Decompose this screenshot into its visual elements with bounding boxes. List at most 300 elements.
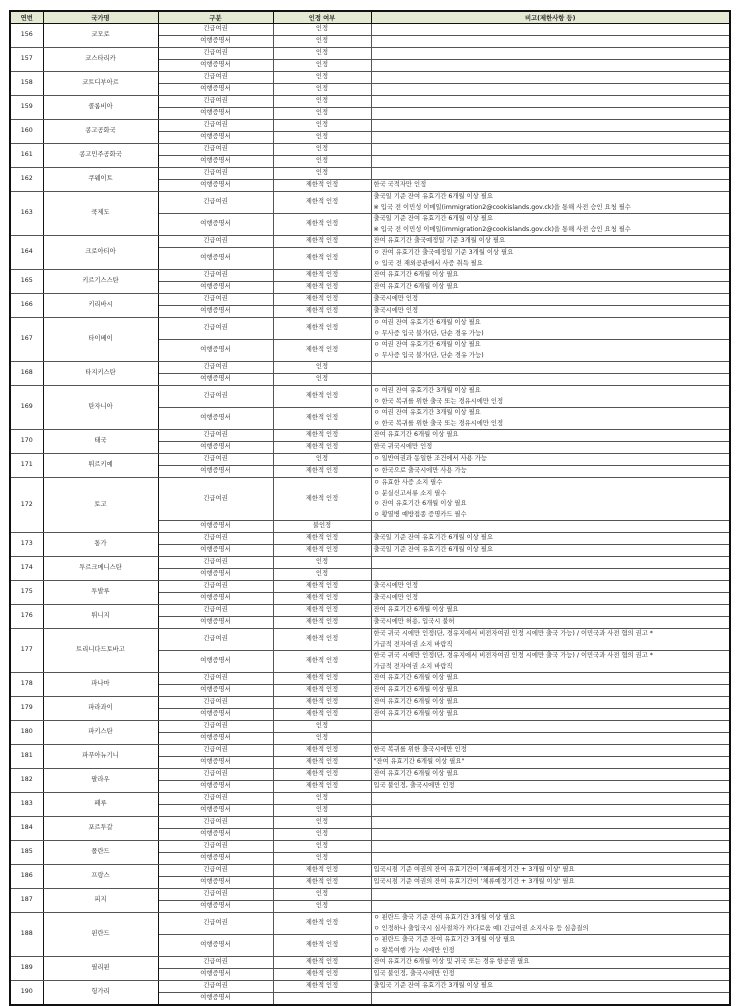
note-line: 출국시에만 인정	[373, 307, 419, 315]
document-type: 여행증명서	[158, 466, 273, 478]
document-type: 긴급여권	[158, 697, 273, 709]
note-cell	[371, 593, 730, 605]
note-cell	[371, 144, 730, 156]
note-cell	[371, 180, 730, 192]
row-number: 169	[10, 386, 43, 430]
recognition-status: 인정	[273, 108, 371, 120]
note-line: ㅇ 왕복여행 가능 시에만 인정	[373, 946, 455, 954]
country-name: 투르크메니스탄	[43, 557, 158, 581]
table-row	[10, 72, 730, 84]
note-line: 잔여 유효기간 6개월 이상 필요	[373, 271, 459, 279]
document-type: 긴급여권	[158, 192, 273, 214]
table-row	[10, 48, 730, 60]
note-cell	[371, 829, 730, 841]
recognition-status: 불인정	[273, 521, 371, 533]
row-number: 172	[10, 478, 43, 533]
table-row	[10, 673, 730, 685]
note-line: ㅇ 인정하나 출입국시 심사절차가 까다로움 예) 긴급여권 소지사유 등 심층질의	[373, 924, 589, 932]
document-type: 여행증명서	[158, 733, 273, 745]
emergency-passport-recognition-table	[9, 10, 731, 1006]
recognition-status: 제한적 인정	[273, 442, 371, 454]
document-type: 긴급여권	[158, 605, 273, 617]
table-row	[10, 557, 730, 569]
document-type: 여행증명서	[158, 521, 273, 533]
recognition-status: 제한적 인정	[273, 545, 371, 557]
recognition-status: 인정	[273, 374, 371, 386]
recognition-status: 제한적 인정	[273, 745, 371, 757]
country-name: 키리바시	[43, 294, 158, 318]
table-row	[10, 889, 730, 901]
recognition-status: 제한적 인정	[273, 865, 371, 877]
note-cell	[371, 533, 730, 545]
recognition-status: 제한적 인정	[273, 192, 371, 214]
note-cell	[371, 841, 730, 853]
row-number: 185	[10, 841, 43, 865]
note-line: ㅇ 핀란드 출국 기준 잔여 유효기간 3개월 이상 필요	[373, 914, 516, 921]
document-type: 긴급여권	[158, 673, 273, 685]
document-type: 긴급여권	[158, 478, 273, 521]
country-name: 코모로	[43, 24, 158, 48]
note-line: ※ 입국 전 이민성 이메일(immigration2@cookislands.gov.ck)을 통해 사전 승인 요청 필수	[373, 203, 631, 211]
table-row	[10, 629, 730, 651]
recognition-status: 제한적 인정	[273, 981, 371, 993]
document-type: 긴급여권	[158, 318, 273, 340]
document-type: 여행증명서	[158, 442, 273, 454]
note-cell	[371, 877, 730, 889]
note-line: ㅇ 여권 잔여 유효기간 3개월 이상 필요	[373, 387, 481, 394]
note-cell	[371, 454, 730, 466]
row-number: 162	[10, 168, 43, 192]
note-line: 입국시점 기준 여권의 잔여 유효기간이 '체류예정기간 + 3개월 이상' 필요	[373, 878, 575, 886]
recognition-status: 인정	[273, 889, 371, 901]
note-cell	[371, 306, 730, 318]
table-row	[10, 957, 730, 969]
table-row	[10, 605, 730, 617]
document-type: 여행증명서	[158, 877, 273, 889]
note-line: ㅇ 여권 잔여 유효기간 6개월 이상 필요	[373, 319, 481, 326]
document-type: 긴급여권	[158, 270, 273, 282]
note-cell	[371, 248, 730, 270]
document-type: 긴급여권	[158, 294, 273, 306]
note-cell	[371, 581, 730, 593]
note-cell	[371, 386, 730, 408]
document-type: 여행증명서	[158, 180, 273, 192]
note-cell	[371, 36, 730, 48]
note-cell	[371, 214, 730, 236]
document-type: 긴급여권	[158, 581, 273, 593]
note-cell	[371, 557, 730, 569]
table-row	[10, 478, 730, 521]
row-number: 170	[10, 430, 43, 454]
document-type: 여행증명서	[158, 36, 273, 48]
note-cell	[371, 889, 730, 901]
recognition-status: 인정	[273, 84, 371, 96]
note-line: 잔여 유효기간 6개월 이상 필요	[373, 710, 459, 718]
note-cell	[371, 969, 730, 981]
document-type: 여행증명서	[158, 969, 273, 981]
recognition-status: 인정	[273, 829, 371, 841]
recognition-status: 제한적 인정	[273, 318, 371, 340]
document-type: 긴급여권	[158, 913, 273, 935]
country-name: 필리핀	[43, 957, 158, 981]
recognition-status: 인정	[273, 48, 371, 60]
recognition-status: 인정	[273, 721, 371, 733]
recognition-status: 제한적 인정	[273, 935, 371, 957]
table-row	[10, 120, 730, 132]
note-line: ㅇ 유효한 사증 소지 필수	[373, 479, 443, 486]
note-cell	[371, 733, 730, 745]
recognition-status: 인정	[273, 144, 371, 156]
table-row	[10, 386, 730, 408]
recognition-status: 제한적 인정	[273, 757, 371, 769]
recognition-status: 제한적 인정	[273, 236, 371, 248]
table-row	[10, 841, 730, 853]
document-type: 긴급여권	[158, 96, 273, 108]
document-type: 긴급여권	[158, 889, 273, 901]
row-number: 157	[10, 48, 43, 72]
country-name: 튀르키예	[43, 454, 158, 478]
document-type: 긴급여권	[158, 721, 273, 733]
country-name: 통가	[43, 533, 158, 557]
recognition-status: 인정	[273, 817, 371, 829]
note-cell	[371, 769, 730, 781]
note-line: 잔여 유효기간 6개월 이상 필요	[373, 698, 459, 706]
note-line: ㅇ 분실신고서류 소지 필수	[373, 489, 447, 497]
table-row	[10, 697, 730, 709]
row-number: 175	[10, 581, 43, 605]
recognition-status: 인정	[273, 362, 371, 374]
recognition-status: 제한적 인정	[273, 617, 371, 629]
note-cell	[371, 521, 730, 533]
note-cell	[371, 781, 730, 793]
recognition-status: 인정	[273, 132, 371, 144]
recognition-status: 제한적 인정	[273, 306, 371, 318]
note-cell	[371, 913, 730, 935]
note-cell	[371, 96, 730, 108]
note-cell	[371, 84, 730, 96]
row-number: 158	[10, 72, 43, 96]
note-line: 출국시에만 허용, 입국시 불허	[373, 618, 455, 626]
country-name: 파키스탄	[43, 721, 158, 745]
note-cell	[371, 72, 730, 84]
note-cell	[371, 466, 730, 478]
recognition-status: 제한적 인정	[273, 769, 371, 781]
table-row	[10, 745, 730, 757]
row-number: 159	[10, 96, 43, 120]
row-number: 186	[10, 865, 43, 889]
recognition-status: 제한적 인정	[273, 957, 371, 969]
note-cell	[371, 156, 730, 168]
recognition-status: 제한적 인정	[273, 673, 371, 685]
row-number: 181	[10, 745, 43, 769]
note-cell	[371, 48, 730, 60]
document-type: 여행증명서	[158, 935, 273, 957]
document-type: 여행증명서	[158, 408, 273, 430]
note-line: 잔여 유효기간 6개월 이상 및 귀국 또는 경유 항공권 필요	[373, 958, 530, 966]
note-line: ㅇ 황열병 예방접종 증명카드 필수	[373, 510, 467, 518]
country-name: 포르투갈	[43, 817, 158, 841]
recognition-status: 제한적 인정	[273, 581, 371, 593]
note-cell	[371, 721, 730, 733]
recognition-status: 제한적 인정	[273, 408, 371, 430]
row-number: 173	[10, 533, 43, 557]
country-name: 크로아티아	[43, 236, 158, 270]
document-type: 긴급여권	[158, 957, 273, 969]
table-row	[10, 24, 730, 36]
document-type: 여행증명서	[158, 108, 273, 120]
country-name: 페루	[43, 793, 158, 817]
note-line: 잔여 유효기간 6개월 이상 필요	[373, 283, 459, 291]
recognition-status: 인정	[273, 454, 371, 466]
country-name: 콩고공화국	[43, 120, 158, 144]
document-type: 여행증명서	[158, 248, 273, 270]
note-cell	[371, 935, 730, 957]
row-number: 190	[10, 981, 43, 1006]
header-no: 연번	[10, 11, 43, 24]
country-name: 토고	[43, 478, 158, 533]
note-cell	[371, 294, 730, 306]
note-cell	[371, 745, 730, 757]
recognition-status: 인정	[273, 96, 371, 108]
note-cell	[371, 132, 730, 144]
document-type: 긴급여권	[158, 236, 273, 248]
document-type: 긴급여권	[158, 24, 273, 36]
note-cell	[371, 318, 730, 340]
recognition-status: 제한적 인정	[273, 430, 371, 442]
note-cell	[371, 709, 730, 721]
note-line: 가급적 전자여권 소지 바람직	[373, 640, 453, 648]
document-type: 긴급여권	[158, 793, 273, 805]
recognition-status: 제한적 인정	[273, 248, 371, 270]
note-line: 출국일 기준 잔여 유효기간 6개월 이상 필요	[373, 546, 493, 554]
note-line: 잔여 유효기간 출국예정일 기준 3개월 이상 필요	[373, 237, 506, 245]
recognition-status: 제한적 인정	[273, 180, 371, 192]
recognition-status: 인정	[273, 72, 371, 84]
recognition-status: 제한적 인정	[273, 214, 371, 236]
country-name: 파라과이	[43, 697, 158, 721]
note-cell	[371, 168, 730, 180]
row-number: 161	[10, 144, 43, 168]
table-row	[10, 294, 730, 306]
note-line: 한국 귀국 시에만 인정(단, 경유지에서 비전자여권 인정 시에만 출국 가능) / 이민국과 사전 협의 권고 *	[373, 630, 653, 637]
note-line: ㅇ 한국 복귀를 위한 출국 또는 경유시에만 인정	[373, 419, 504, 427]
recognition-status: 제한적 인정	[273, 697, 371, 709]
country-name: 트리니다드토바고	[43, 629, 158, 673]
table-row	[10, 270, 730, 282]
note-line: 출입국 기준 잔여 유효기간 3개월 이상 필요	[373, 982, 493, 990]
document-type: 긴급여권	[158, 72, 273, 84]
note-cell	[371, 757, 730, 769]
country-name: 쿠웨이트	[43, 168, 158, 192]
row-number: 178	[10, 673, 43, 697]
note-line: 한국 귀국 시에만 인정(단, 경유지에서 비전자여권 인정 시에만 출국 가능) / 이민국과 사전 협의 권고 *	[373, 652, 653, 659]
table-row	[10, 144, 730, 156]
recognition-status: 제한적 인정	[273, 386, 371, 408]
note-cell	[371, 340, 730, 362]
note-cell	[371, 442, 730, 454]
note-cell	[371, 545, 730, 557]
document-type: 긴급여권	[158, 981, 273, 993]
document-type: 여행증명서	[158, 132, 273, 144]
row-number: 180	[10, 721, 43, 745]
table-body	[10, 24, 730, 1006]
row-number: 171	[10, 454, 43, 478]
header-note: 비고(제한사항 등)	[371, 11, 730, 24]
document-type: 긴급여권	[158, 817, 273, 829]
note-cell	[371, 651, 730, 673]
recognition-status: 인정	[273, 36, 371, 48]
table-row	[10, 318, 730, 340]
note-cell	[371, 362, 730, 374]
note-line: 출국시에만 인정	[373, 295, 419, 303]
country-name: 코트디부아르	[43, 72, 158, 96]
header-status: 인정 여부	[273, 11, 371, 24]
recognition-status: 제한적 인정	[273, 651, 371, 673]
table-row	[10, 168, 730, 180]
document-type: 여행증명서	[158, 545, 273, 557]
recognition-status: 인정	[273, 853, 371, 865]
note-line: 출국일 기준 잔여 유효기간 6개월 이상 필요	[373, 215, 493, 222]
note-cell	[371, 120, 730, 132]
note-cell	[371, 24, 730, 36]
recognition-status: 인정	[273, 24, 371, 36]
country-name: 코스타리카	[43, 48, 158, 72]
recognition-status: 인정	[273, 156, 371, 168]
note-cell	[371, 853, 730, 865]
recognition-status: 제한적 인정	[273, 685, 371, 697]
header-type: 구분	[158, 11, 273, 24]
country-name: 태국	[43, 430, 158, 454]
document-type: 여행증명서	[158, 593, 273, 605]
row-number: 156	[10, 24, 43, 48]
recognition-status: 인정	[273, 168, 371, 180]
row-number: 174	[10, 557, 43, 581]
row-number: 165	[10, 270, 43, 294]
note-line: 입국시점 기준 여권의 잔여 유효기간이 '체류예정기간 + 3개월 이상' 필요	[373, 866, 575, 874]
country-name: 파푸아뉴기니	[43, 745, 158, 769]
document-type: 여행증명서	[158, 685, 273, 697]
country-name: 튀니지	[43, 605, 158, 629]
note-line: 잔여 유효기간 6개월 이상 필요	[373, 686, 459, 694]
country-name: 헝가리	[43, 981, 158, 1006]
document-type: 여행증명서	[158, 60, 273, 72]
note-line: 잔여 유효기간 6개월 이상 필요	[373, 674, 459, 682]
note-line: ㅇ 핀란드 출국 기준 잔여 유효기간 3개월 이상 필요	[373, 936, 516, 943]
recognition-status: 제한적 인정	[273, 913, 371, 935]
table-row	[10, 533, 730, 545]
note-cell	[371, 901, 730, 913]
recognition-status: 제한적 인정	[273, 593, 371, 605]
note-line: 잔여 유효기간 6개월 이상 필요	[373, 770, 459, 778]
document-type: 긴급여권	[158, 533, 273, 545]
recognition-status: 제한적 인정	[273, 533, 371, 545]
note-line: 입국 불인정, 출국시에만 인정	[373, 782, 455, 790]
row-number: 168	[10, 362, 43, 386]
row-number: 167	[10, 318, 43, 362]
table-row	[10, 769, 730, 781]
document-type: 여행증명서	[158, 340, 273, 362]
document-type: 긴급여권	[158, 430, 273, 442]
recognition-status: 제한적 인정	[273, 969, 371, 981]
country-name: 쿡제도	[43, 192, 158, 236]
note-line: 가급적 전자여권 소지 바람직	[373, 662, 453, 670]
recognition-status: 인정	[273, 805, 371, 817]
note-cell	[371, 685, 730, 697]
row-number: 164	[10, 236, 43, 270]
country-name: 폴란드	[43, 841, 158, 865]
row-number: 189	[10, 957, 43, 981]
country-name: 팔라우	[43, 769, 158, 793]
note-cell	[371, 408, 730, 430]
note-cell	[371, 569, 730, 581]
note-line: 한국 국적자만 인정	[373, 181, 427, 189]
country-name: 파나마	[43, 673, 158, 697]
note-line: ㅇ 무사증 입국 불가(단, 단순 경유 가능)	[373, 351, 484, 359]
row-number: 177	[10, 629, 43, 673]
table-row	[10, 721, 730, 733]
country-name: 키르기스스탄	[43, 270, 158, 294]
document-type: 여행증명서	[158, 282, 273, 294]
note-line: 출국일 기준 잔여 유효기간 6개월 이상 필요	[373, 193, 493, 200]
recognition-status: 인정	[273, 733, 371, 745]
document-type: 여행증명서	[158, 374, 273, 386]
recognition-status: 제한적 인정	[273, 781, 371, 793]
note-cell	[371, 993, 730, 1006]
document-type: 긴급여권	[158, 841, 273, 853]
document-type: 여행증명서	[158, 781, 273, 793]
document-type: 여행증명서	[158, 214, 273, 236]
recognition-status: 제한적 인정	[273, 282, 371, 294]
recognition-status: 제한적 인정	[273, 709, 371, 721]
note-cell	[371, 957, 730, 969]
document-type: 여행증명서	[158, 993, 273, 1006]
recognition-status: 제한적 인정	[273, 294, 371, 306]
document-type: 긴급여권	[158, 386, 273, 408]
document-type: 여행증명서	[158, 84, 273, 96]
document-type: 긴급여권	[158, 168, 273, 180]
recognition-status: 제한적 인정	[273, 466, 371, 478]
note-cell	[371, 697, 730, 709]
note-line: ※ 입국 전 이민성 이메일(immigration2@cookislands.gov.ck)을 통해 사전 승인 요청 필수	[373, 225, 631, 233]
note-line: 한국 귀국시에만 인정	[373, 443, 433, 451]
note-line: ㅇ 잔여 유효기간 6개월 이상 필요	[373, 500, 467, 507]
table-row	[10, 981, 730, 993]
table-row	[10, 96, 730, 108]
document-type: 여행증명서	[158, 757, 273, 769]
recognition-status: 인정	[273, 120, 371, 132]
table-header-row	[10, 11, 730, 24]
table-row	[10, 793, 730, 805]
recognition-status: 제한적 인정	[273, 270, 371, 282]
document-type: 여행증명서	[158, 829, 273, 841]
document-type: 긴급여권	[158, 454, 273, 466]
document-type: 긴급여권	[158, 629, 273, 651]
note-cell	[371, 236, 730, 248]
recognition-status: 제한적 인정	[273, 877, 371, 889]
country-name: 탄자니아	[43, 386, 158, 430]
recognition-status: 제한적 인정	[273, 478, 371, 521]
country-name: 핀란드	[43, 913, 158, 957]
table-row	[10, 817, 730, 829]
table-row	[10, 581, 730, 593]
recognition-status: 인정	[273, 60, 371, 72]
note-cell	[371, 374, 730, 386]
document-type: 긴급여권	[158, 557, 273, 569]
document-type: 긴급여권	[158, 48, 273, 60]
note-line: ㅇ 여권 잔여 유효기간 3개월 이상 필요	[373, 409, 481, 416]
row-number: 184	[10, 817, 43, 841]
note-cell	[371, 629, 730, 651]
